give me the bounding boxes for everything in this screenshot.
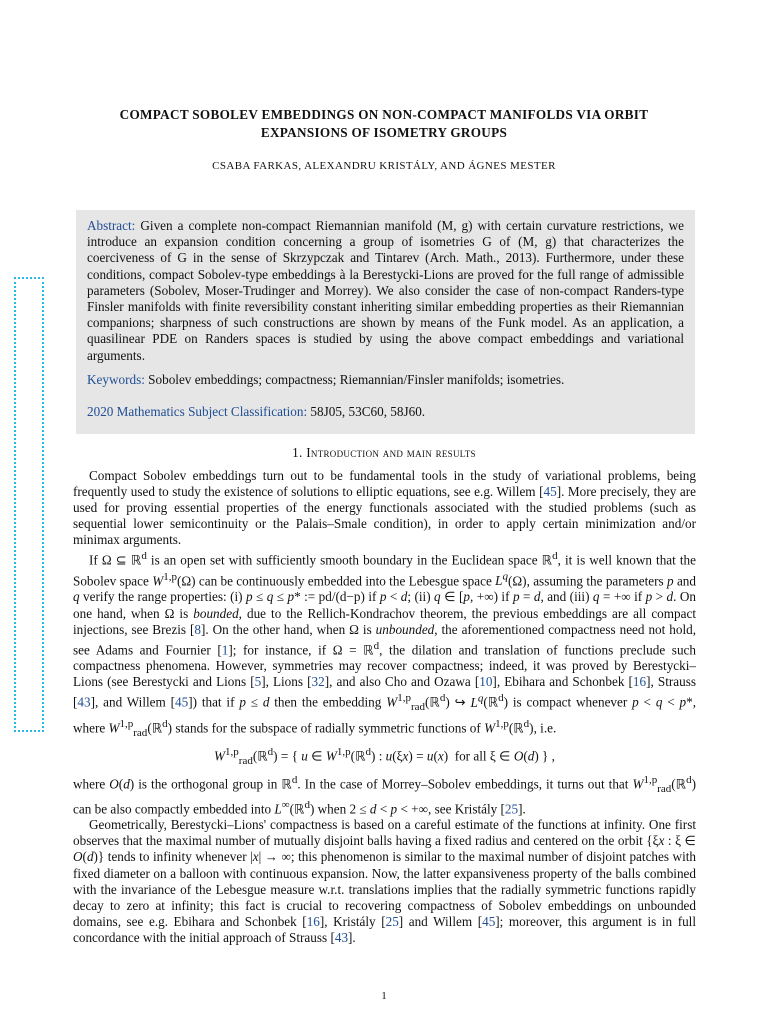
citation-link[interactable]: 10 [479, 674, 493, 690]
citation-link[interactable]: 8 [194, 621, 201, 637]
citation-link[interactable]: 5 [254, 674, 262, 690]
citation-link[interactable]: 16 [632, 674, 647, 690]
msc-label: 2020 Mathematics Subject Classification: [87, 404, 308, 419]
abstract-text: Given a complete non-compact Riemannian manifold (M, g) with certain curvature restrictions, we introduce an expansion condition concerning a group of isometries G of (M, g) that characterizes the coerciveness of G in the sense of Skrzypczak and Tintarev (Arch. Math., 2013). Furthermore, under these conditions, compact Sobolev-type embeddings à la Berestycki-Lions are proved for the full range of admissible parameters (Sobolev, Moser-Trudinger and Morrey). We also consider the case of non-compact Randers-type Finsler manifolds with finite reversibility constant inheriting similar embedding properties as their Riemannian companions; sharpness of such constructions are shown by means of the Funk model. As an application, a quasilinear PDE on Randers spaces is studied by using the above compact embeddings and variational arguments. [87, 218, 685, 363]
body-text [73, 468, 696, 946]
citation-link[interactable]: 45 [175, 694, 189, 710]
citation-link[interactable]: 32 [311, 674, 325, 690]
paragraph: Geometrically, Berestycki–Lions' compactness is based on a careful estimate of the functions at infinity. One first observes that the maximal number of mutually disjoint balls having a fixed radius and centered on the orbit {ξx : ξ ∈ O(d)} tends to infinity whenever |x| → ∞; this phenomenon is similar to the maximal number of disjoint patches with fixed diameter on a balloon with continuous expansion. Now, the latter expansiveness property of the balls combined with the invariance of the Lebesgue measure w.r.t. translations implies that the radially symmetric functions rapidly decay to zero at infinity; this fact is crucial to recovering compactness of Sobolev embeddings on unbounded domains, see e.g. Ebihara and Schonbek [16], Kristály [25] and Willem [45]; moreover, this argument is in full concordance with the initial approach of Strauss [43]. [73, 817, 697, 945]
msc [87, 404, 684, 420]
citation-link[interactable]: 43 [77, 694, 91, 710]
citation-link[interactable]: 25 [385, 913, 399, 929]
abstract-label: Abstract: [87, 218, 136, 233]
citation-link[interactable]: 43 [334, 929, 349, 945]
keywords-label: Keywords: [87, 372, 145, 387]
msc-text: 58J05, 53C60, 58J60. [310, 404, 426, 419]
keywords-text: Sobolev embeddings; compactness; Riemannian/Finsler manifolds; isometries. [148, 372, 565, 387]
page-number: 1 [381, 990, 387, 1002]
citation-link[interactable]: 16 [306, 913, 320, 929]
citation-link[interactable]: 1 [221, 642, 229, 658]
paragraph: where O(d) is the orthogonal group in ℝ$^d$. In the case of Morrey–Sobolev embeddings, it turns out that W$^{1,p}_{rad}$(ℝ$^d$) can be also compactly embedded into L∞(ℝ$^d$) when 2 ≤ d < p < +∞, see Kristály [25]. [73, 773, 697, 817]
citation-link[interactable]: 45 [543, 484, 557, 500]
paper-title: COMPACT SOBOLEV EMBEDDINGS ON NON-COMPACT MANIFOLDS VIA ORBIT EXPANSIONS OF ISOMETRY GROUPS [119, 107, 649, 140]
paragraph: If Ω ⊆ ℝ$^d$ is an open set with sufficiently smooth boundary in the Euclidean space ℝ$^d$, it is well known that the Sobolev space W$^{1,p}$(Ω) can be continuously embedded into the Lebesgue space $L^q(\Omega)$, assuming the parameters p and q verify the range properties: (i) p ≤ q ≤ p* := pd/(d−p) if p < d; (ii) q ∈ [p, +∞) if p = d, and (iii) q = +∞ if p > d. On one hand, when Ω is bounded, due to the Rellich-Kondrachov theorem, the previous embeddings are all compact injections, see Brezis [8]. On the other hand, when Ω is unbounded, the aforementioned compactness need not hold, see Adams and Fournier [1]; for instance, if Ω = ℝ$^d$, the dilation and translation of functions preclude such compactness phenomena. However, symmetries may recover compactness; indeed, it was proved by Berestycki–Lions (see Berestycki and Lions [5], Lions [32], and also Cho and Ozawa [10], Ebihara and Schonbek [16], Strauss [43], and Willem [45]) that if p ≤ d then the embedding W$^{1,p}_{rad}$(ℝ$^d$) ↪ $L^q(ℝ^d)$ is compact whenever p < q < p*, where W$^{1,p}_{rad}$(ℝ$^d$) stands for the subspace of radially symmetric functions of W$^{1,p}$(ℝ$^d$), i.e. [73, 550, 697, 739]
abstract [87, 218, 684, 364]
citation-link[interactable]: 45 [482, 913, 496, 929]
equation: W$^{1,p}_{rad}$(ℝ$^d$) = { u ∈ W$^{1,p}$(ℝ$^d$) : u(ξx) = u(x) for all ξ ∈ O(d) } , [214, 745, 555, 767]
keywords [87, 372, 684, 388]
abstract-box [76, 210, 695, 434]
paragraph: Compact Sobolev embeddings turn out to be fundamental tools in the study of variational problems, being frequently used to study the existence of solutions to elliptic equations, see e.g. Willem [45]. More precisely, they are used for proving essential properties of the energy functionals associated with the studied problems (such as sequential lower semicontinuity or the Palais–Smale condition), in order to apply certain minimization and/or minimax arguments. [73, 468, 696, 548]
margin-annotation-box [14, 277, 44, 732]
section-heading: 1. Introduction and main results [292, 445, 476, 460]
citation-link[interactable]: 25 [504, 801, 519, 817]
paper-authors: CSABA FARKAS, ALEXANDRU KRISTÁLY, AND ÁGNES MESTER [212, 160, 556, 172]
